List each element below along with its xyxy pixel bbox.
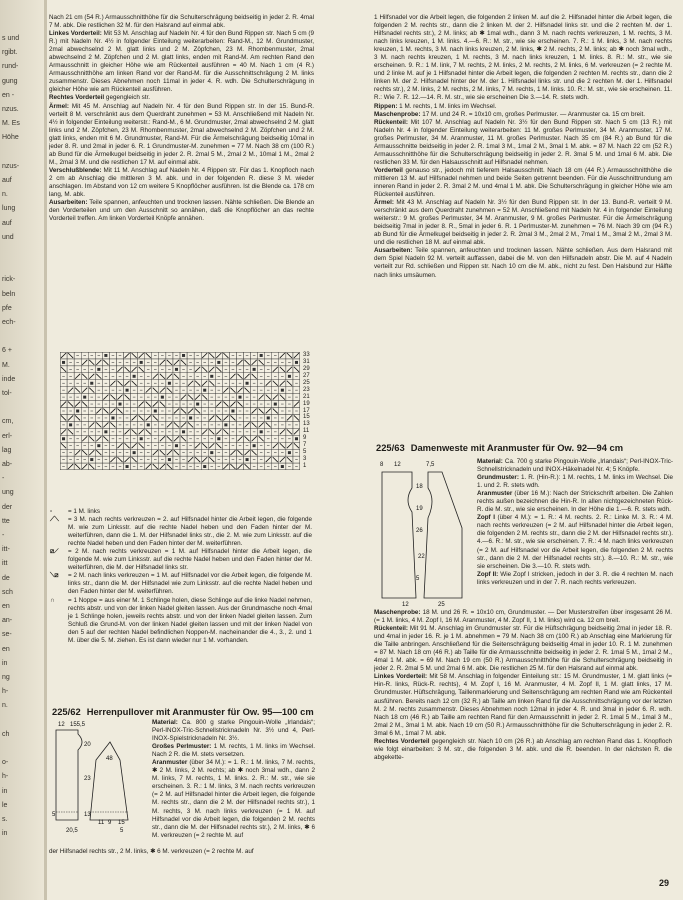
spine-fragment: ch — [2, 730, 10, 738]
spine-fragment: pfe — [2, 304, 12, 312]
paragraph — [374, 119, 672, 167]
spine-fragment: tte — [2, 517, 10, 525]
measurement-label: 5 — [120, 828, 124, 834]
legend-text: = 2 M. nach rechts verkreuzen = 1 M. auf Hilfsnadel hinter die Arbeit legen, die folgende M. wie zum Linksstr. auf die rechte Nadel heben und den Faden hinter der M. weiterführen, die M. der Hilfsnadel links str. — [68, 548, 312, 572]
chart-row-number: 21 — [303, 393, 310, 400]
paragraph — [152, 743, 315, 759]
chart-row-number: 15 — [303, 414, 310, 421]
chart-row-number: 17 — [303, 407, 310, 414]
measurement-label: 19 — [416, 506, 423, 512]
spine-fragment: n. — [2, 191, 8, 199]
spine-fragment: lag — [2, 446, 12, 454]
legend-entry — [50, 572, 312, 596]
paragraph-text: (über 34 M.): = 1. R.: 1 M. links, 7 M. rechts, ✱ 2 M. links, 2 M. rechts; ab ✱ noch 3mal wdh., dann 2 M. links, 7 M. rechts, 1 M. links. 2. R.: M. str., wie sie erscheinen. 3. R.: 1 M. links, 3 M. nach rechts verkreuzen (= 2 M. auf Hilfsnadel hinter die Arbeit legen, die folgende M. rechts str., dann die 2 M. der Hilfsnadel rechts str.), 1 M. rechts, 3 M. nach links verkreuzen (= 1 M. auf Hilfsnadel vor die Arbeit legen, die folgenden 2 M. rechts str., dann die M. der Hilfsnadel rechts str.), 2 M. links, ✱ 6 M. verkreuzen (= 2 rechte M. auf — [152, 759, 315, 839]
measurement-label: 5 — [52, 812, 56, 818]
spine-fragment: le — [2, 801, 8, 809]
heading-225-63 — [376, 442, 629, 453]
paragraph-label: Rippen: — [374, 102, 398, 110]
paragraph — [49, 103, 314, 167]
paragraph — [374, 111, 672, 119]
chart-row-number: 31 — [303, 358, 310, 365]
paragraph-label: Rückenteil: — [374, 625, 408, 633]
paragraph — [374, 609, 672, 625]
legend-text: = 3 M. nach rechts verkreuzen = 2. auf Hilfsnadel hinter die Arbeit legen, die folgende M. wie zum Linksstr. auf die rechte Nadel heben und den Faden hinter der M. weiterführen, dann die 1. M. der Hilfsnadel links str., die 2. M. wie zum Linksstr. auf die rechte Nadel heben und den Faden hinter der M. weiterführen. — [68, 516, 312, 548]
spine-fragment: tol- — [2, 390, 12, 397]
vest-back-outline — [382, 472, 416, 598]
measurement-label: 9 — [108, 820, 112, 826]
paragraph-label: Linkes Vorderteil: — [49, 30, 102, 38]
measurement-label: 25 — [438, 602, 445, 608]
paragraph-label: Maschenprobe: — [374, 110, 421, 118]
spine-fragment: lung — [2, 205, 16, 213]
spine-fragment: en — [2, 645, 10, 653]
paragraph-text: gegengleich str. — [104, 94, 151, 102]
col1-top-text — [49, 14, 314, 350]
measurement-label: 20 — [84, 742, 91, 748]
spine-fragment: rgibt. — [2, 49, 18, 57]
pattern-number: 225/63 — [376, 442, 405, 453]
paragraph-label: Material: — [152, 719, 178, 726]
chart-legend — [50, 508, 312, 645]
paragraph — [477, 474, 673, 490]
spine-fragment: M. Es — [2, 120, 20, 128]
chart-row-number: 27 — [303, 372, 310, 379]
paragraph — [49, 30, 314, 94]
vest-schematic-225-63 — [372, 458, 472, 608]
spine-fragment: inde — [2, 375, 16, 383]
paragraph-text: Mit 107 M. Anschlag auf Nadeln Nr. 3½ für den Bund Rippen str. Nach 5 cm (13 R.) mit Nadeln Nr. 4 in folgender Einteilung weiterarbeiten: 11 M. großes Perlmuster, 34 M. Aranmuster, 17 M. großes Perlmuster, 34 M. Aranmuster, 11 M. großes Perlmuster. Nach 35 cm (84 R.) ab Bund für die Armausschnitte beidseitig in jeder 2. R. 1mal 3 M., 1mal 2 M., 3mal 1 M. abk. = 87 M. Nach 22 cm (52 R.) Armausschnitthöhe für die Schulterschrägung beidseitig in jeder 2. R. 3mal 5 M. und 1mal 6 M. abk. Die restlichen 33 M. für den Halsausschnitt auf Hilfsnadel nehmen. — [374, 118, 672, 166]
paragraph-text: Mit 43 M. Anschlag auf Nadeln Nr. 3½ für den Bund Rippen str. In der 13. Bund-R. verteilt 9 M. verschränkt aus dem Querdraht zunehmen = 52 M. Anschließend mit Nadeln Nr. 4 in folgender Einteilung weiterstr.: 9 M. großes Perlmuster, 34 M. Aranmuster, 9 M. großes Perlmuster. Für die Ärmelschrägung beidseitig 7mal in jeder 8. R., 5mal in jeder 6. R. 1 Perlmuster-M. zunehmen = 76 M. Nach 39 cm (94 R.) ab Bund für die Ärmelkugel beidseitig in jeder 2. R. 2mal 3 M., 2mal 2 M., 7mal 1 M., 3mal 2 M., 2mal 3 M. und die restlichen 18 M. auf einmal abk. — [374, 199, 672, 247]
chart-row-number: 5 — [303, 449, 307, 456]
paragraph-text: Teile spannen, anfeuchten und trocknen lassen. Nähte schließen. Aus dem Halsrand mit dem Spiel Nadeln 92 M. verteilt auffassen, dabei die M. von den Hilfsnadeln abstr. Die M. auf 4 Nadeln verteilt zur Rd. schließen und Rippen str. Nach 10 cm die M. abk., nicht zu fest. Den Halsbund zur Hälfte nach links umsäumen. — [374, 247, 672, 279]
paragraph-text: 1 M. rechts, 1 M. links im Wechsel. — [397, 102, 497, 110]
paragraph-text: Wie Zopf I stricken, jedoch in der 3. R. die 4 rechten M. nach links verkreuzen und in der 7. R. nach rechts verkreuzen. — [477, 570, 673, 586]
legend-symbol: ▫ — [50, 508, 53, 515]
paragraph — [374, 673, 672, 737]
paragraph-label: Aranmuster — [477, 490, 513, 498]
measurement-label: 13 — [84, 812, 91, 818]
paragraph — [49, 167, 314, 199]
col2-63-text-cont — [374, 609, 672, 889]
chart-row-numbers — [303, 352, 317, 470]
spine-fragment: h- — [2, 773, 9, 781]
spine-fragment: gung — [2, 77, 18, 85]
legend-symbol: ⟋⟍ — [50, 516, 59, 524]
spine-fragment: s und — [2, 35, 20, 42]
spine-fragment: in — [2, 787, 8, 795]
paragraph — [374, 738, 672, 762]
pattern-title: Herrenpullover mit Aranmuster für Ow. 95—100 cm — [86, 706, 314, 717]
spine-fragment: an- — [2, 617, 13, 625]
aran-knitting-chart — [60, 352, 300, 470]
page-gutter — [44, 0, 47, 900]
paragraph-label: Großes Perlmuster: — [152, 743, 212, 751]
col1-62-text — [152, 719, 315, 847]
measurement-label: 12 — [394, 462, 401, 468]
spine-fragment: ab- — [2, 461, 13, 468]
spine-fragment: Höhe — [2, 134, 19, 142]
paragraph-label: Rückenteil: — [374, 118, 408, 126]
paragraph-label: Rechtes Vorderteil — [374, 737, 430, 745]
spine-fragment: auf — [2, 177, 12, 184]
paragraph-label: Ausarbeiten: — [374, 247, 413, 255]
continued-line: der Hilfsnadel rechts str., 2 M. links, ✱ 6 M. verkreuzen (= 2 rechte M. auf — [49, 848, 254, 855]
spine-fragment: beln — [2, 290, 16, 298]
paragraph — [374, 247, 672, 279]
chart-row-number: 13 — [303, 421, 310, 428]
spine-fragment: auf — [2, 219, 12, 227]
legend-symbol: ⟍⧄ — [50, 572, 59, 580]
spine-fragment: en — [2, 603, 10, 610]
measurement-label: 12 — [58, 722, 65, 728]
paragraph-text: Mit 53 M. Anschlag auf Nadeln Nr. 4 für den Bund Rippen str. Nach 5 cm (9 R.) mit Nadeln Nr. 4½ in folgender Einteilung weiterarbeiten: Rand-M., 12 M. Grundmuster, 2mal abwechselnd 2 M. glatt links und 2 M. Zöpfchen, 23 M. Rhombenmuster, 2mal abwechselnd 2 M. Zöpfchen und 2 M. glatt links, enden mit Rand-M. Am rechten Rand den Armausschnitt in gleicher Höhe wie am Rückenteil ausführen = 40 M. Nach 1 cm (4 R.) Armausschnitthöhe am linken Rand vor der Rand-M. für die Ausschnittschrägung 2 M. links zusammenstr. Dieses Abnehmen noch 11mal in jeder 4. R. wdh. Die Schulterschrägung in gleicher Höhe wie am Rückenteil ausführen. — [49, 30, 314, 94]
paragraph — [49, 199, 314, 223]
paragraph-label: Rechtes Vorderteil — [49, 94, 105, 102]
paragraph-label: Ausarbeiten: — [49, 199, 88, 207]
paragraph-text: (über 16 M.): Nach der Strickschrift arbeiten. Die Zahlen rechts außen bezeichnen die Hin-R. In allen nichtgezeichneten Rück-R. die M. str., wie sie erscheinen. In der Höhe die 1.—6. R. stets wdh. — [477, 490, 673, 514]
heading-225-62 — [52, 706, 320, 717]
paragraph — [477, 458, 673, 474]
spine-fragment: 6 + — [2, 347, 12, 355]
pattern-number: 225/62 — [52, 706, 81, 717]
sweater-sleeve-outline — [90, 742, 128, 820]
spine-fragment: ech- — [2, 319, 16, 326]
page-number: 29 — [658, 878, 669, 888]
legend-symbol: ⧄⟋ — [50, 548, 59, 556]
paragraph-text: 1 Hilfsnadel vor die Arbeit legen, die folgenden 2 linken M. auf die 2. Hilfsnadel hinter die Arbeit legen, die folgenden 2 M. rechts str., dann die 2 linken M. der 2. Hilfsnadel links str. und die 2 rechten M. der 1. Hilfsnadel rechts str.), 2 M. links; ab ✱ 1mal wdh., dann 3 M. nach rechts verkreuzen, 1 M. rechts, 3 M. nach links kreuzen, 1 M. links. 4.—6. R.: M. str., wie sie erscheinen. 7. R.: 1 M. links, 3 M. nach rechts kreuzen, 1 M. rechts, 3 M. nach links kreuzen, 2 M. links, ✱ 2 M. rechts, 2 M. links; ab ✱ noch 3mal wdh., 3 M. nach rechts kreuzen, 1 M. rechts, 3 M. nach links kreuzen, 1 M. links. 8. R.: M. str., wie sie erscheinen. 9. R.: 1 M. link, 7 M. rechts, 2 M. links, 2 M. rechts, 2 M. links, 6 M. verkreuzen (= 2 rechte M. und 2 linke M. auf je 1 Hilfsnadel hinter die Arbeit legen, die folgenden 2 rechten M. rechts str., dann die 2 linken M. der 2. Hilfsnadel hinter der M. der 1. Hilfsnadel links str. und die 2 rechten M. der 1. Hilfsnadel rechts str.), 2 M. links, 2 M. rechts, 2 M. links, 7 M. rechts, 1 M. links. 10. R.: M. str., wie sie erscheinen. 11. R.: Wie 7. R. 12.—14. R. M. str., wie sie erscheinen Die 3.—14. R. stets wdh. — [374, 14, 672, 102]
spine-fragment: in — [2, 830, 8, 838]
spine-fragment: n. — [2, 702, 8, 710]
spine-fragment: ng — [2, 674, 10, 681]
paragraph-text: genauso str., jedoch mit tieferem Halsausschnitt. Nach 18 cm (44 R.) Armausschnitthöhe die mittleren 13 M. auf Hilfsnadel nehmen und beide Seiten getrennt beenden. Für die Ausschnittrundung am inneren Rand in jeder 2. R. 3mal 2 M. und 4mal 1 M. abk. Die Schulterschrägung in gleicher Höhe wie am Rückenteil ausführen. — [374, 166, 672, 199]
paragraph-text: Ca. 700 g starke Pingouin-Wolle „Irlandais“; Perl-INOX-Tric-Schnellstricknadeln und INOX-Häkelnadel Nr. 4; 5 Knöpfe. — [477, 458, 673, 474]
paragraph-text: 18 M. und 26 R. = 10x10 cm, Grundmuster. — Der Musterstreifen über insgesamt 26 M. (= 1 M. links, 4 M. Zopf I, 16 M. Aranmuster, 4 M. Zopf II, 1 M. links) wird ca. 12 cm breit. — [374, 609, 672, 625]
paragraph-text: (über 4 M.): = 1. R.: 4 M. rechts. 2. R.: Linke M. 3. R.: 4 M. nach rechts verkreuzen (= 2 M. auf Hilfsnadel hinter die Arbeit legen, die folgenden 2 M. rechts str., dann die 2 M. der Hilfsnadel rechts str.). 4.—6. R.: M. str., wie sie erscheinen. 7. R.: 4 M. nach links verkreuzen (= 2 M. auf Hilfsnadel vor die Arbeit legen, die folgenden 2 M. rechts str., dann die 2 M. der Hilfsnadel rechts str.). 8.—10. R.: M. str., wie sie erscheinen. Die 3.—10. R. stets wdh. — [477, 514, 673, 570]
spine-fragment: - — [2, 532, 5, 539]
legend-entry — [50, 597, 312, 645]
paragraph-label: Grundmuster: — [477, 474, 519, 482]
spine-fragment: h- — [2, 688, 9, 696]
pattern-title: Damenweste mit Aranmuster für Ow. 92—94 cm — [410, 442, 624, 453]
paragraph — [374, 199, 672, 247]
paragraph-label: Vorderteil — [374, 166, 403, 174]
spine-fragment: itt- — [2, 546, 10, 554]
spine-fragment: de — [2, 574, 10, 582]
spine-fragment: cm, — [2, 418, 14, 426]
paragraph-label: Ärmel: — [374, 199, 394, 207]
paragraph-text: 17 M. und 24 R. = 10x10 cm, großes Perlmuster. — Aranmuster ca. 15 cm breit. — [420, 110, 646, 118]
col2-top-text — [374, 14, 672, 440]
paragraph-text: 1. R. (Hin-R.): 1 M. rechts, 1 M. links im Wechsel. Die 1. und 2. R. stets wdh. — [477, 474, 673, 490]
measurement-label: 48 — [106, 756, 113, 762]
legend-entry — [50, 508, 312, 516]
paragraph-label: Ärmel: — [49, 102, 69, 110]
spine-fragment: rick- — [2, 276, 16, 284]
paragraph — [374, 625, 672, 673]
measurement-label: 26 — [416, 528, 423, 534]
chart-row-number: 23 — [303, 386, 310, 393]
chart-row-number: 11 — [303, 428, 310, 435]
paragraph-text: gegengleich str. Nach 10 cm (26 R.) ab Anschlag am rechten Rand das 1. Knopfloch wie folgt einarbeiten: 3 M. str., die folgenden 3 M. abk. und die R. beenden. In der nächsten R. die abgekette- — [374, 737, 672, 761]
legend-symbol: ∩ — [50, 596, 55, 604]
measurement-label: 23 — [84, 776, 91, 782]
paragraph — [477, 514, 673, 570]
spine-fragment: erl- — [2, 432, 13, 440]
spine-fragment: nzus- — [2, 162, 20, 170]
paragraph-label: Maschenprobe: — [374, 609, 421, 616]
spine-fragment: itt — [2, 560, 8, 568]
paragraph — [152, 719, 315, 743]
col2-63-text — [477, 458, 673, 608]
col1-bottom-text — [49, 848, 315, 860]
spine-fragment: in — [2, 659, 8, 667]
spine-fragment: s. — [2, 816, 8, 823]
chart-row-number: 29 — [303, 365, 310, 372]
paragraph-text: 1 M. rechts, 1 M. links im Wechsel. Nach 2 R. die M. stets versetzen. — [152, 743, 315, 759]
spine-fragment: - — [2, 475, 5, 483]
spine-fragment: en - — [2, 91, 15, 99]
measurement-label: 22 — [418, 554, 425, 560]
chart-row-number: 1 — [303, 463, 307, 469]
paragraph-label: Linkes Vorderteil: — [374, 673, 428, 681]
spine-fragment: o- — [2, 759, 9, 767]
spine-fragment: nzus. — [2, 106, 19, 113]
sweater-body-outline — [56, 730, 82, 820]
paragraph-text: Mit 58 M. Anschlag in folgender Einteilung str.: 15 M. Grundmuster, 1 M. glatt links (= Hin-R. links, Rück-R. rechts), 4 M. Zopf I, 16 M. Aranmuster, 4 M. Zopf II, 1 M. glatt links, 17 M. Grundmuster. Hüftschrägung, Taillenmarkierung und Seitenschrägung am rechten Rand wie am Rückenteil ausführen. Bereits nach 12 cm (32 R.) ab Taille am linken Rand für die Ausschnittschrägung vor der letzten M. 2 M. rechts zusammenstr. Dieses Abnehmen noch 12mal in jeder 4. R. und 3mal in jeder 6. R. wdh. Nach 18 cm (46 R.) ab Taille am rechten Rand für den Armausschnitt in jeder 2. R. 1mal 5 M., 1mal 3 M., 2mal 2 M., 3mal 1 M. abk. Nach 19 cm (50 R.) Armausschnitthöhe für die Schulterschrägung in jeder 2. R. 3mal 6 M., 1mal 7 M. abk. — [374, 673, 672, 737]
vest-front-outline — [424, 472, 462, 598]
paragraph-label: Zopf I — [477, 514, 495, 522]
measurement-label: 18 — [416, 484, 423, 490]
paragraph-text: Ca. 800 g starke Pingouin-Wolle „Irlandais“; Perl-INOX-Tric-Schnellstricknadeln Nr. 3½ und 4, Perl-INOX-Spielstricknadeln Nr. 3½. — [152, 719, 315, 743]
spine-fragment: sch — [2, 588, 13, 596]
paragraph — [374, 167, 672, 199]
spine-fragment: M. — [2, 361, 10, 369]
legend-entry — [50, 548, 312, 572]
paragraph-label: Aranmuster — [152, 759, 188, 767]
chart-row-number: 19 — [303, 400, 310, 407]
paragraph — [152, 759, 315, 839]
paragraph-text: Mit 91 M. Anschlag im Grundmuster str. Für die Hüftschrägung beidseitig 2mal in jeder 18. R. und 4mal in jeder 16. R. je 1 M. abnehmen = 79 M. Nach 38 cm (100 R.) ab Anschlag eine Markierung für die Taille anbringen. Anschließend für die Seitenschrägung beidseitig 4mal in jeder 10. R. 1 M. zunehmen = 87 M. Nach 18 cm (46 R.) ab Taille für die Armausschnitte beidseitig in jeder 2. R. 1mal 5 M., 1mal 2 M., 4mal 1 M. abk. = 69 M. Nach 19 cm (50 R.) Armausschnitthöhe für die Schulterschrägung beidseitig in jeder 2. R. 2mal 5 M. und 2mal 6 M. abk. Die restlichen 25 M. für den Halsrand auf einmal abk. — [374, 625, 672, 673]
paragraph-text: Nach 21 cm (54 R.) Armausschnitthöhe für die Schulterschrägung beidseitig in jeder 2. R. 4mal 7 M. abk. Die restlichen 32 M. für den Halsrand auf einmal abk. — [49, 14, 314, 30]
measurement-label: 155,5 — [70, 722, 86, 728]
spine-fragment: ung — [2, 489, 14, 497]
paragraph — [374, 14, 672, 103]
paragraph — [49, 14, 314, 30]
chart-row-number: 25 — [303, 379, 310, 386]
legend-text: = 2 M. nach links verkreuzen = 1 M. auf Hilfsnadel vor die Arbeit legen, die folgende M. links str., dann die M. der Hilfsnadel wie zum Linksstr. auf die rechte Nadel heben und den Faden hinter der M. weiterführen. — [68, 572, 312, 596]
measurement-label: 12 — [402, 602, 409, 608]
paragraph — [477, 571, 673, 587]
chart-row-number: 33 — [303, 352, 310, 358]
measurement-label: 7,5 — [426, 462, 435, 468]
spine-fragment: rund- — [2, 63, 19, 71]
paragraph-label: Zopf II: — [477, 570, 499, 578]
measurement-label: 8 — [380, 462, 384, 468]
paragraph — [49, 94, 314, 102]
paragraph-text: Mit 45 M. Anschlag auf Nadeln Nr. 4 für den Bund Rippen str. In der 15. Bund-R. verteilt 8 M. verschränkt aus dem Querdraht zunehmen = 53 M. Anschließend mit Nadeln Nr. 4½ in folgender Einteilung weiterstr.: Rand-M., 6 M. Grundmuster, 2mal abwechselnd 2 M. glatt links und 2 M. Zöpfchen, 23 M. Rhombenmuster, 2mal abwechselnd 2 M. Zöpfchen und 2 M. glatt links, enden mit 6 M. Grundmuster, Rand-M. Für die Ärmelschrägung beidseitig 10mal in jeder 8. R. und 2mal in jeder 6. R. 1 Grundmuster-M. zunehmen = 77 M. Nach 38 cm (100 R.) ab Bund für die Ärmelkugel beidseitig in jeder 2. R. 2mal 5 M., 2mal 2 M., 10mal 1 M., 2mal 2 M., 2mal 3 M. und die restlichen 17 M. auf einmal abk. — [49, 102, 314, 166]
legend-text: = 1 Noppe = aus einer M. 1 Schlinge holen, diese Schlinge auf die linke Nadel nehmen, rechts abstr. und von der linken Nadel gleiten lassen. Aus der Grundmasche noch 4mal je 1 Schlinge holen, jeweils rechts abstr. und von der linken Nadel gleiten lassen. Zum Schluß die Grund-M. von der linken Nadel gleiten lassen und mit der linken Nadel von den 5 auf der rechten Nadel befindlichen Noppen-M. nacheinander die 4., 3., 2. und 1 M. über die 5. M. ziehen. Es ist dann wieder nur 1 M. vorhanden. — [68, 596, 312, 644]
paragraph-text: Teile spannen, anfeuchten und trocknen lassen. Nähte schließen. Die Blende an den Vorderteilen und um den Ausschnitt so annähen, daß die Knopflöcher an das rechte Vorderteil treffen. Am linken Vorderteil Knöpfe annähen. — [49, 199, 314, 223]
measurement-label: 15 — [118, 820, 125, 826]
measurement-label: 5 — [416, 576, 420, 582]
paragraph-text: Mit 11 M. Anschlag auf Nadeln Nr. 4 Rippen str. Für das 1. Knopfloch nach 2 cm ab Anschlag die mittleren 3 M. abk. und in der folgenden R. diese 3 M. wieder anschlagen. Im Abstand von 12 cm weitere 5 Knopflöcher ausführen. Ist die Blende ca. 178 cm lang, M. abk. — [49, 166, 314, 199]
adjacent-page-edge — [0, 0, 44, 900]
spine-fragment: se- — [2, 631, 12, 639]
chart-row-number: 3 — [303, 456, 307, 463]
legend-entry — [50, 516, 312, 548]
sweater-schematic-225-62 — [48, 720, 148, 838]
paragraph — [477, 490, 673, 514]
measurement-label: 11 — [98, 820, 105, 826]
paragraph — [374, 103, 672, 111]
legend-text: = 1 M. links — [68, 508, 101, 515]
chart-row-number: 9 — [303, 435, 307, 442]
spine-fragment: und — [2, 233, 14, 241]
paragraph-label: Verschlußblende: — [49, 166, 102, 174]
chart-row-number: 7 — [303, 442, 307, 449]
paragraph-label: Material: — [477, 458, 503, 465]
spine-fragment: der — [2, 503, 13, 511]
measurement-label: 20,5 — [66, 828, 78, 834]
